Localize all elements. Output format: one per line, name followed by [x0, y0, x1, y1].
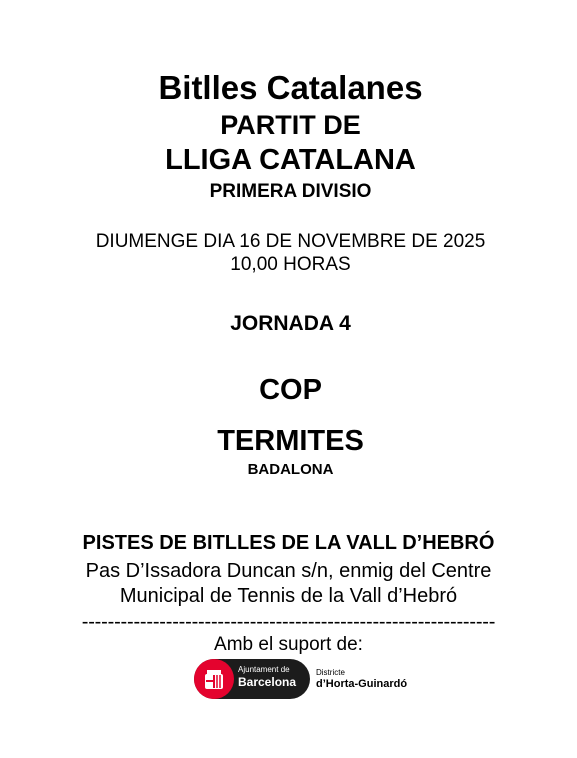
round: JORNADA 4: [230, 312, 351, 335]
away-team-city: BADALONA: [247, 461, 334, 478]
venue-address-line1: Pas D’Issadora Duncan s/n, enmig del Centre: [85, 560, 492, 582]
match-type-line2: LLIGA CATALANA: [165, 144, 416, 176]
district-big-text: d’Horta-Guinardó: [316, 677, 408, 690]
venue-address-line2: Municipal de Tennis de la Vall d’Hebró: [119, 585, 458, 607]
support-label: Amb el suport de:: [214, 634, 363, 655]
home-team: COP: [259, 374, 322, 406]
division: PRIMERA DIVISIO: [209, 181, 372, 202]
separator: ----------------------------------------------------------------: [81, 612, 496, 632]
district-small-text: Districte: [316, 667, 345, 677]
venue-name: PISTES DE BITLLES DE LA VALL D’HEBRÓ: [82, 532, 495, 554]
match-time: 10,00 HORAS: [230, 254, 351, 275]
match-date: DIUMENGE DIA 16 DE NOVEMBRE DE 2025: [95, 231, 486, 252]
match-type-line1: PARTIT DE: [220, 110, 361, 140]
sponsor-logo-pill: [194, 659, 310, 699]
barcelona-seal-icon: [194, 659, 234, 699]
page-title: Bitlles Catalanes: [158, 69, 423, 106]
sponsor-small-text: Ajuntament de: [238, 665, 290, 674]
away-team: TERMITES: [217, 425, 364, 457]
district-label: [316, 669, 407, 690]
sponsor-logo: [194, 659, 407, 699]
sponsor-big-text: Barcelona: [238, 675, 297, 689]
